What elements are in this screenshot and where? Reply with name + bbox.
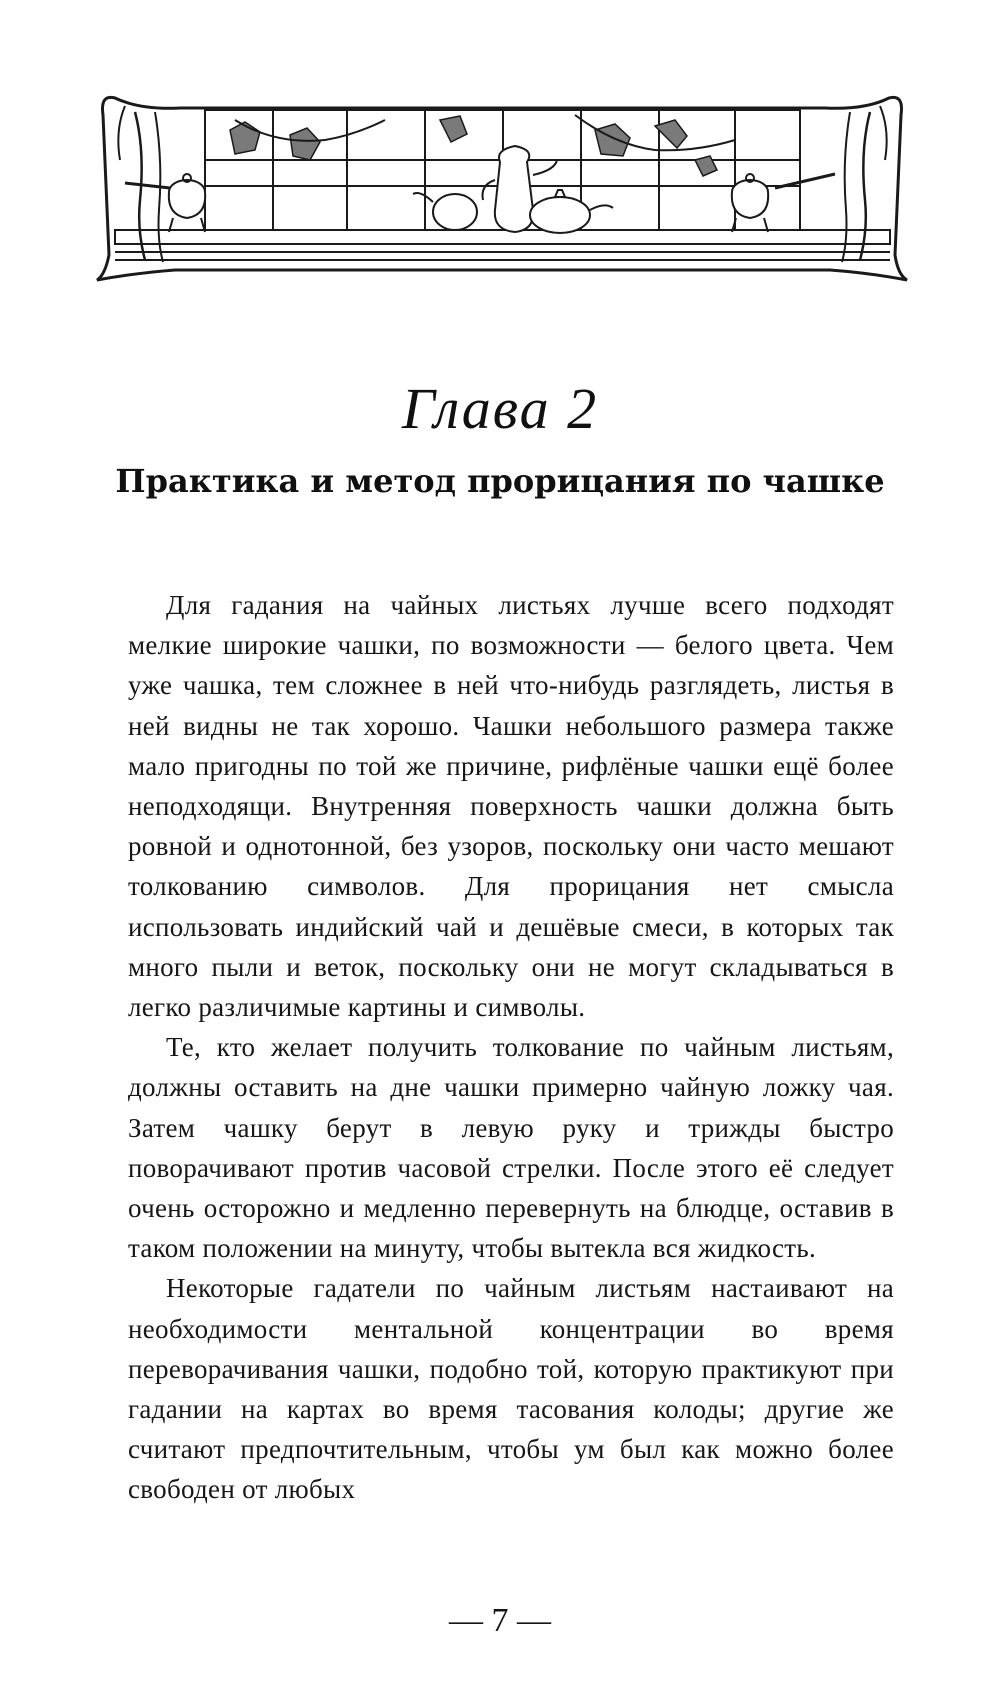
paragraph: Для гадания на чайных листьях лучше всего подходят мелкие широкие чашки, по возможности — белого цвета. Чем уже чашка, тем сложнее в ней что-нибудь разглядеть, листья в ней видны не так хорошо. Чашки небольшого размера также мало пригодны по той же причине, рифлёные чашки ещё более неподходящи. Внутренняя поверхность чашки должна быть ровной и однотонной, без узоров, поскольку они часто мешают толкованию символов. Для прорицания нет смысла использовать индийский чай и дешёвые смеси, в которых так много пыли и веток, поскольку они не могут складываться в легко различимые картины и символы. (128, 590, 894, 1023)
header-illustration (95, 90, 910, 290)
chapter-number: Глава 2 (401, 376, 599, 441)
chapter-title: Практика и метод прорицания по чашке (115, 462, 885, 500)
page-number: — 7 — (449, 1602, 551, 1639)
paragraph: Некоторые гадатели по чайным листьям настаивают на необходимости ментальной концентрации во время переворачивания чашки, подобно той, которую практикуют при гадании на картах во время тасования колоды; другие же считают предпочтительным, чтобы ум был как можно более свободен от любых (128, 1273, 894, 1505)
paragraph: Те, кто желает получить толкование по чайным листьям, должны оставить на дне чашки примерно чайную ложку чая. Затем чашку берут в левую руку и трижды быстро поворачивают против часовой стрелки. После этого её следует очень осторожно и медленно перевернуть на блюдце, оставив в таком положении на минуту, чтобы вытекла вся жидкость. (128, 1032, 894, 1264)
body-text (128, 585, 894, 1510)
